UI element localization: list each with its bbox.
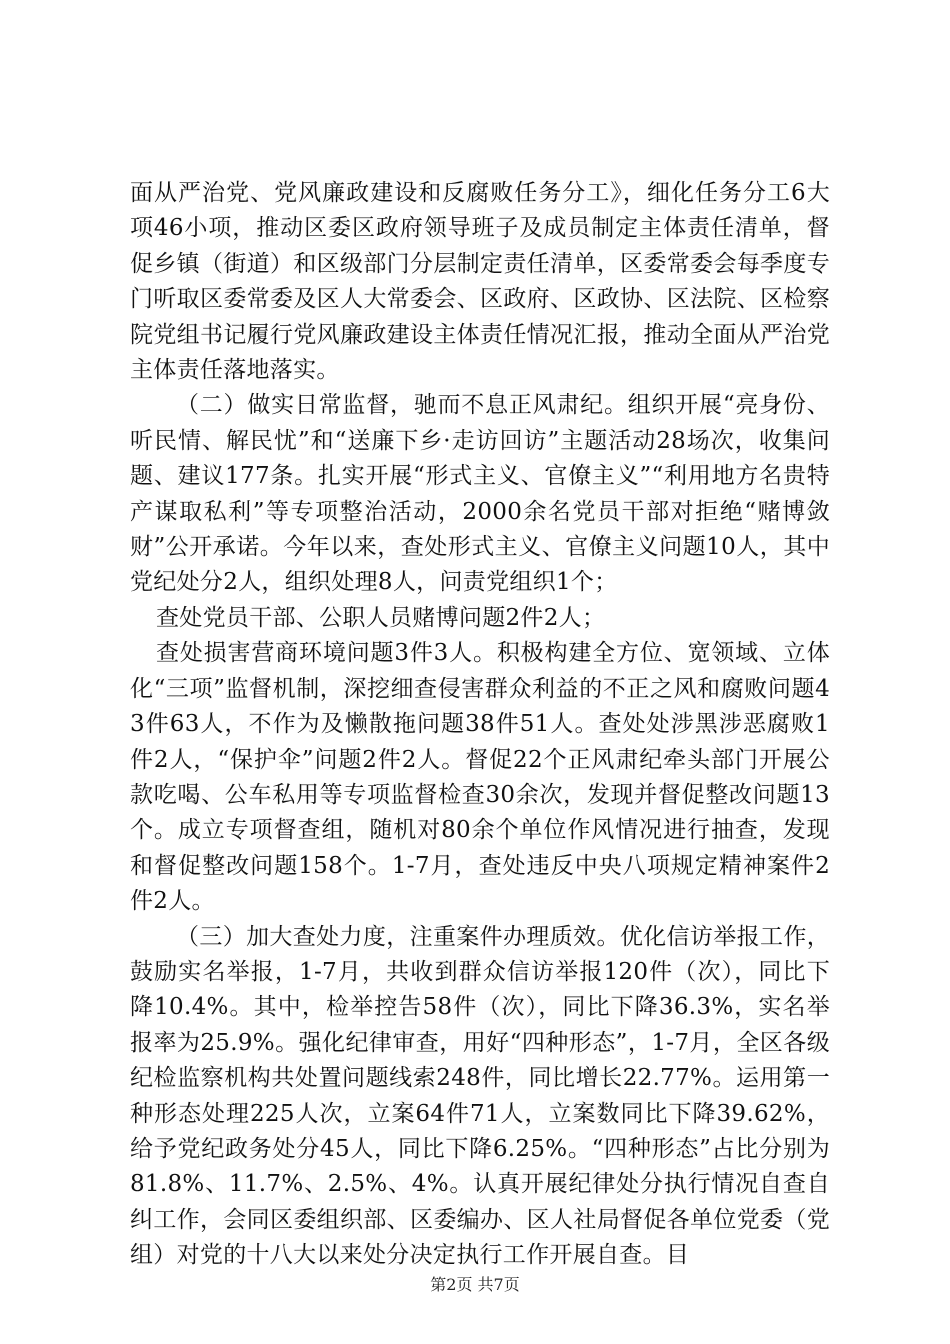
paragraph-daily-supervision: （二）做实日常监督，驰而不息正风肃纪。组织开展“亮身份、听民情、解民忧”和“送廉下乡·走访回访”主题活动28场次，收集问题、建议177条。扎实开展“形式主义、官僚主义”“利用地方名贵特产谋取私利”等专项整治活动，2000余名党员干部对拒绝“赌博敛财”公开承诺。今年以来，查处形式主义、官僚主义问题10人，其中党纪处分2人，组织处理8人，问责党组织1个； [130,392,830,596]
document-body [130,176,830,1274]
paragraph-business-environment: 查处损害营商环境问题3件3人。积极构建全方位、宽领域、立体化“三项”监督机制，深挖细查侵害群众利益的不正之风和腐败问题43件63人，不作为及懒散拖问题38件51人。查处处涉黑涉恶腐败1件2人，“保护伞”问题2件2人。督促22个正风肃纪牵头部门开展公款吃喝、公车私用等专项监督检查30余次，发现并督促整改问题13个。成立专项督查组，随机对80余个单位作风情况进行抽查，发现和督促整改问题158个。1-7月，查处违反中央八项规定精神案件2件2人。 [130,640,830,915]
paragraph-task-division: 面从严治党、党风廉政建设和反腐败任务分工》，细化任务分工6大项46小项，推动区委区政府领导班子及成员制定主体责任清单，督促乡镇（街道）和区级部门分层制定责任清单，区委常委会每季度专门听取区委常委及区人大常委会、区政府、区政协、区法院、区检察院党组书记履行党风廉政建设主体责任情况汇报，推动全面从严治党主体责任落地落实。 [130,180,830,384]
paragraph-gambling-cases: 查处党员干部、公职人员赌博问题2件2人； [156,604,606,631]
paragraph-case-handling: （三）加大查处力度，注重案件办理质效。优化信访举报工作，鼓励实名举报，1-7月，共收到群众信访举报120件（次），同比下降10.4%。其中，检举控告58件（次），同比下降36.3%，实名举报率为25.9%。强化纪律审查，用好“四种形态”，1-7月，全区各级纪检监察机构共处置问题线索248件，同比增长22.77%。运用第一种形态处理225人次，立案64件71人，立案数同比下降39.62%，给予党纪政务处分45人，同比下降6.25%。“四种形态”占比分别为81.8%、11.7%、2.5%、4%。认真开展纪律处分执行情况自查自纠工作，会同区委组织部、区委编办、区人社局督促各单位党委（党组）对党的十八大以来处分决定执行工作开展自查。目 [130,923,830,1269]
page-number-footer: 第2页 共7页 [430,1275,520,1294]
